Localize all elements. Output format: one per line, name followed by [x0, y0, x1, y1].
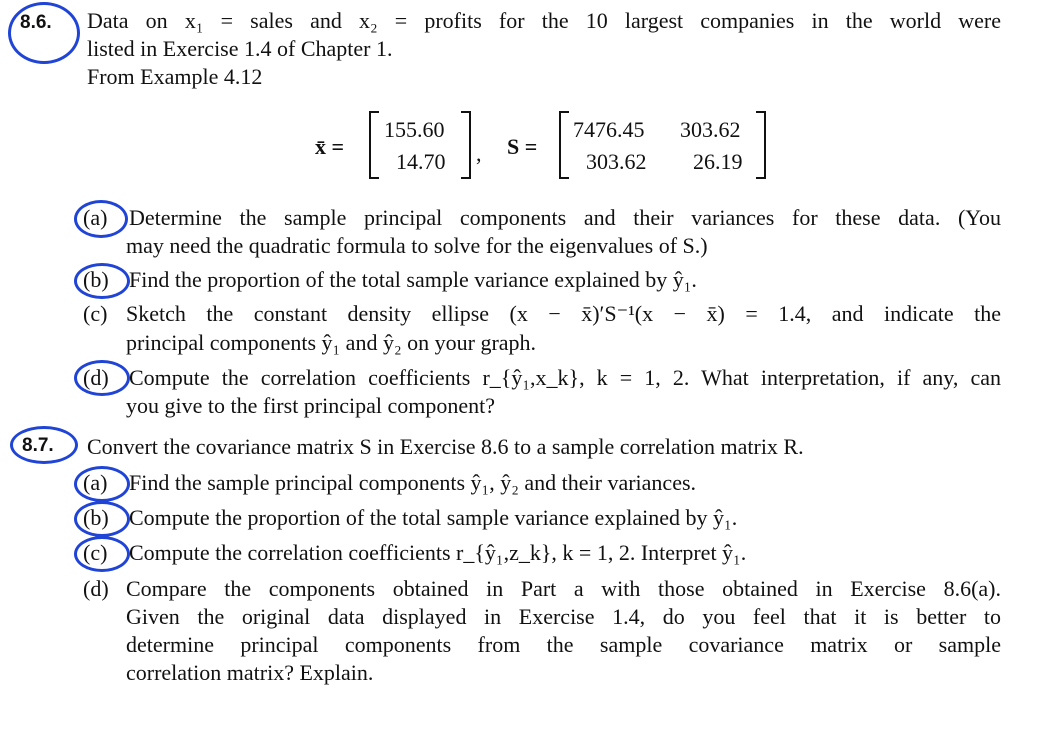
part-b-line-1-8-6: Find the proportion of the total sample variance explained by ŷ₁.: [129, 267, 697, 292]
xbar-left-bracket: [369, 111, 379, 179]
part-a-line-1-8-7: Find the sample principal components ŷ₁, ŷ₂ and their variances.: [129, 470, 697, 495]
problem-8-6-line-3: From Example 4.12: [87, 64, 263, 89]
part-d-line-2-8-7: Given the original data displayed in Exercise 1.4, do you feel that it is better to: [126, 604, 1001, 629]
part-d-line-1-8-7: Compare the components obtained in Part a with those obtained in Exercise 8.6(a).: [126, 576, 1001, 601]
xbar-value-1: 155.60: [384, 117, 445, 142]
S-cell-11: 7476.45: [573, 117, 645, 142]
part-a-line-1-8-6: Determine the sample principal components and their variances for these data. (You: [129, 205, 1001, 230]
S-cell-22: 26.19: [693, 149, 743, 174]
problem-number-8-6: 8.6.: [20, 12, 52, 33]
part-c-label-8-7: (c): [83, 540, 108, 565]
part-d-label-8-7: (d): [83, 576, 109, 601]
problem-8-6-line-1: Data on x₁ = sales and x₂ = profits for the 10 largest companies in the world were: [87, 8, 1001, 33]
S-cell-21: 303.62: [586, 149, 647, 174]
part-c-line-1-8-6: Sketch the constant density ellipse (x − x̄)′S⁻¹(x − x̄) = 1.4, and indicate the: [126, 301, 1001, 326]
xbar-right-bracket: [461, 111, 471, 179]
part-b-line-1-8-7: Compute the proportion of the total sample variance explained by ŷ₁.: [129, 505, 738, 530]
part-d-line-4-8-7: correlation matrix? Explain.: [126, 660, 374, 685]
part-d-line-1-8-6: Compute the correlation coefficients r_{ŷ₁,x_k}, k = 1, 2. What interpretation, if any, can: [129, 365, 1001, 390]
part-d-label-8-6: (d): [83, 365, 109, 390]
part-c-label-8-6: (c): [83, 301, 108, 326]
matrix-separator-comma: ,: [476, 141, 482, 166]
S-right-bracket: [756, 111, 766, 179]
problem-8-7-line-1: Convert the covariance matrix S in Exercise 8.6 to a sample correlation matrix R.: [87, 434, 804, 459]
S-cell-12: 303.62: [680, 117, 741, 142]
part-b-label-8-6: (b): [83, 267, 109, 292]
part-b-label-8-7: (b): [83, 505, 109, 530]
part-a-label-8-6: (a): [83, 205, 108, 230]
part-d-line-2-8-6: you give to the first principal component?: [126, 393, 496, 418]
part-c-line-1-8-7: Compute the correlation coefficients r_{ŷ₁,z_k}, k = 1, 2. Interpret ŷ₁.: [129, 540, 747, 565]
part-a-label-8-7: (a): [83, 470, 108, 495]
xbar-label: x̄ =: [315, 134, 345, 159]
problem-number-8-7: 8.7.: [22, 435, 54, 456]
xbar-value-2: 14.70: [396, 149, 446, 174]
part-a-line-2-8-6: may need the quadratic formula to solve for the eigenvalues of S.): [126, 233, 708, 258]
S-label: S =: [507, 134, 538, 159]
part-d-line-3-8-7: determine principal components from the sample covariance matrix or sample: [126, 632, 1001, 657]
S-left-bracket: [559, 111, 569, 179]
part-c-line-2-8-6: principal components ŷ₁ and ŷ₂ on your graph.: [126, 330, 537, 355]
problem-8-6-line-2: listed in Exercise 1.4 of Chapter 1.: [87, 36, 393, 61]
